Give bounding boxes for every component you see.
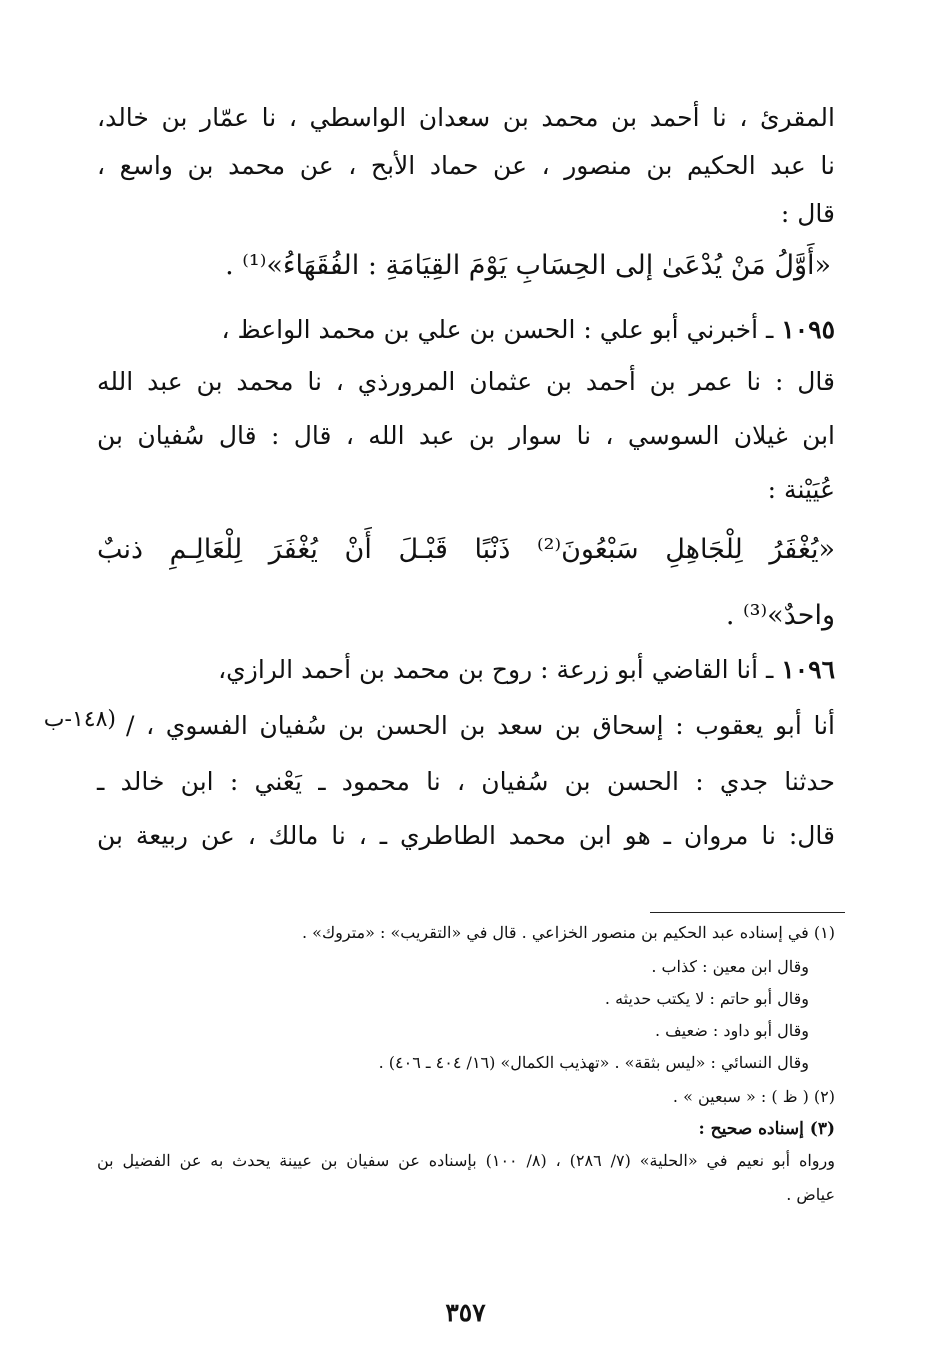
entry-1096 (97, 650, 835, 690)
footnote: ورواه أبو نعيم في «الحلية» (٧/ ٢٨٦) ، (٨/ ١٠٠) بإسناده عن سفيان بن عيينة يحدث به عن الفضيل بن (97, 1151, 835, 1170)
footnote: وقال النسائي : «ليس بثقة» . «تهذيب الكمال» (١٦/ ٤٠٤ ـ ٤٠٦) . (378, 1053, 809, 1072)
body-line: حدثنا جدي : الحسن بن سُفيان ، نا محمود ـ يَعْني : ابن خالد ـ (97, 767, 835, 796)
footnote: وقال أبو حاتم : لا يكتب حديثه . (604, 989, 809, 1008)
page-number: ٣٥٧ (445, 1298, 486, 1327)
footnote: (١) في إسناده عبد الحكيم بن منصور الخزاعي . قال في «التقريب» : «متروك» . (302, 923, 835, 942)
body-line: المقرئ ، نا أحمد بن محمد بن سعدان الواسطي ، نا عمّار بن خالد، (97, 103, 835, 132)
footnote: (٣) إسناده صحيح : (698, 1119, 835, 1139)
body-line: ابن غيلان السوسي ، نا سوار بن عبد الله ، قال : قال سُفيان بن (97, 421, 836, 450)
entry-number: ١٠٩٥ (781, 315, 835, 344)
body-line: نا عبد الحكيم بن منصور ، عن حماد الأبح ، عن محمد بن واسع ، (97, 151, 835, 180)
hadith-quote: «يُغْفَرُ لِلْجَاهِلِ سَبْعُونَ⁽²⁾ ذَنْبًا قَبْـلَ أَنْ يُغْفَرَ لِلْعَالِـمِ ذنبٌ (97, 534, 835, 565)
body-line: ـ أنا القاضي أبو زرعة : روح بن محمد بن أحمد الرازي، (218, 655, 774, 684)
hadith-quote: واحدٌ»⁽³⁾ . (725, 600, 835, 631)
body-line: عُيَيْنة : (767, 475, 835, 504)
body-line: قال : نا عمر بن أحمد بن عثمان المرورذي ، نا محمد بن عبد الله (97, 367, 835, 396)
body-line: قال: نا مروان ـ هو ابن محمد الطاطري ـ ، نا مالك ، عن ربيعة بن (97, 821, 835, 850)
body-line: قال : (780, 199, 835, 228)
entry-1095 (97, 310, 835, 350)
footnote: عياض . (786, 1185, 835, 1204)
entry-number: ١٠٩٦ (781, 655, 835, 684)
footnote: وقال أبو داود : ضعيف . (654, 1021, 809, 1040)
body-line: ـ أخبرني أبو علي : الحسن بن علي بن محمد الواعظ ، (221, 315, 774, 344)
body-line: أنا أبو يعقوب : إسحاق بن سعد بن الحسن بن سُفيان الفسوي ، / (126, 711, 835, 740)
manuscript-folio-note: (١٤٨-ب (43, 707, 116, 732)
footnote: وقال ابن معين : كذاب . (651, 957, 809, 976)
hadith-quote: «أَوَّلُ مَنْ يُدْعَىٰ إلى الحِسَابِ يَوْمَ القِيَامَةِ : الفُقَهَاءُ»⁽¹⁾ . (225, 250, 831, 281)
footnote: (٢) ( ظ ) : « سبعين » . (672, 1087, 835, 1106)
footnote-separator (650, 912, 845, 913)
